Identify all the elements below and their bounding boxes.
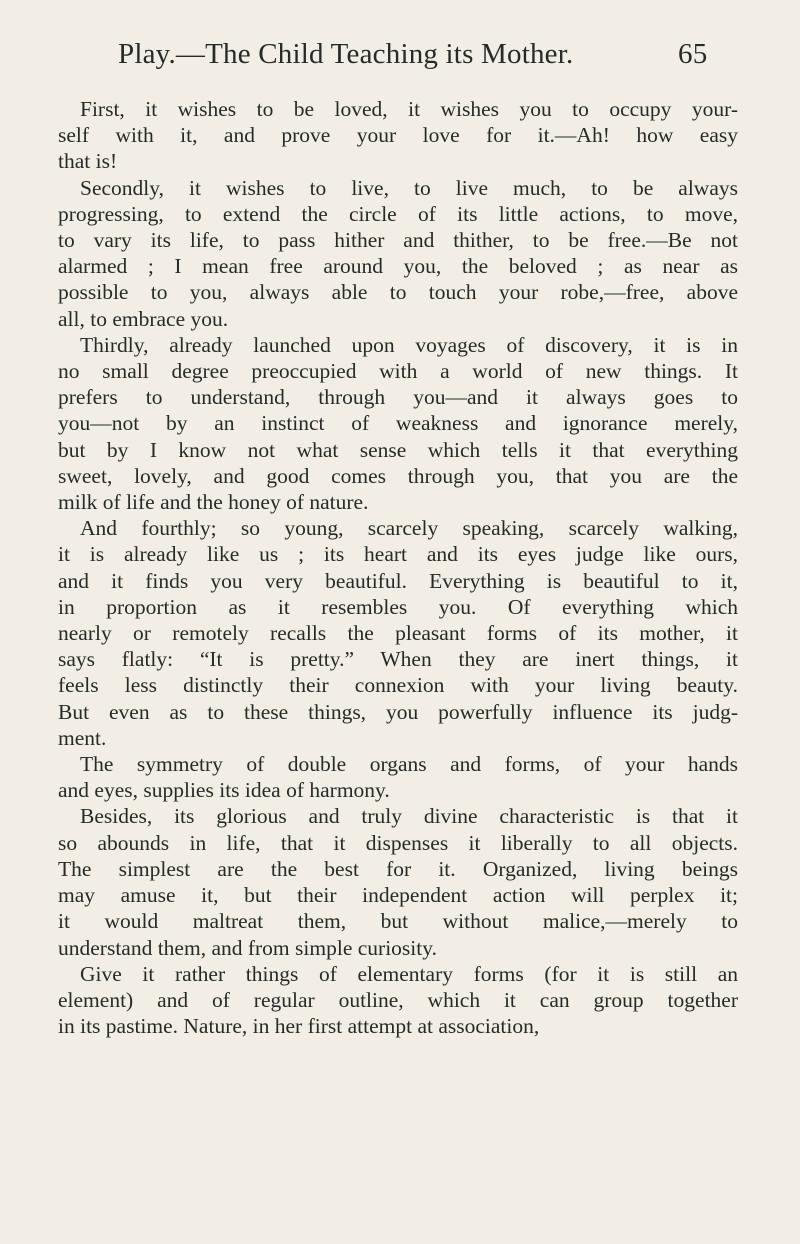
text-line: nearly or remotely recalls the pleasant forms of its mother, it: [58, 621, 738, 646]
paragraph: [58, 175, 738, 332]
paragraph: [58, 332, 738, 515]
text-line: The symmetry of double organs and forms, of your hands: [80, 752, 738, 777]
text-line: to vary its life, to pass hither and thither, to be free.—Be not: [58, 228, 738, 253]
running-head: [118, 38, 718, 78]
text-line: prefers to understand, through you—and it always goes to: [58, 385, 738, 410]
text-line: and it finds you very beautiful. Everything is beautiful to it,: [58, 568, 738, 593]
text-line: Besides, its glorious and truly divine characteristic is that it: [80, 804, 738, 829]
text-line: alarmed ; I mean free around you, the beloved ; as near as: [58, 254, 738, 279]
text-line: The simplest are the best for it. Organized, living beings: [58, 856, 738, 881]
body-text: [58, 96, 738, 1039]
text-line: Secondly, it wishes to live, to live much, to be always: [80, 175, 738, 200]
paragraph: [58, 96, 738, 175]
text-line: in its pastime. Nature, in her first attempt at association,: [58, 1014, 540, 1039]
text-line: in proportion as it resembles you. Of everything which: [58, 594, 738, 619]
text-line: And fourthly; so young, scarcely speaking, scarcely walking,: [80, 516, 738, 541]
text-line: you—not by an instinct of weakness and ignorance merely,: [58, 411, 738, 436]
text-line: self with it, and prove your love for it.—Ah! how easy: [58, 123, 738, 148]
text-line: milk of life and the honey of nature.: [58, 490, 369, 515]
running-head-title: Play.—The Child Teaching its Mother.: [118, 38, 574, 70]
text-line: progressing, to extend the circle of its little actions, to move,: [58, 201, 738, 226]
text-line: so abounds in life, that it dispenses it liberally to all objects.: [58, 830, 738, 855]
text-line: element) and of regular outline, which it can group together: [58, 987, 738, 1012]
paragraph: [58, 961, 738, 1040]
paragraph: [58, 515, 738, 751]
page-number: 65: [678, 38, 708, 70]
paragraph: [58, 751, 738, 803]
text-line: sweet, lovely, and good comes through you, that you are the: [58, 463, 738, 488]
text-line: all, to embrace you.: [58, 306, 229, 331]
text-line: and eyes, supplies its idea of harmony.: [58, 778, 390, 803]
paragraph: [58, 803, 738, 960]
text-line: it is already like us ; its heart and its eyes judge like ours,: [58, 542, 738, 567]
text-line: But even as to these things, you powerfully influence its judg-: [58, 699, 738, 724]
text-line: says flatly: “It is pretty.” When they are inert things, it: [58, 647, 738, 672]
text-line: it would maltreat them, but without malice,—merely to: [58, 909, 738, 934]
text-line: that is!: [58, 149, 118, 174]
text-line: feels less distinctly their connexion with your living beauty.: [58, 673, 738, 698]
text-line: no small degree preoccupied with a world of new things. It: [58, 359, 738, 384]
text-line: Thirdly, already launched upon voyages of discovery, it is in: [80, 332, 738, 357]
text-line: may amuse it, but their independent action will perplex it;: [58, 883, 738, 908]
text-line: but by I know not what sense which tells it that everything: [58, 437, 738, 462]
text-line: First, it wishes to be loved, it wishes you to occupy your-: [80, 97, 738, 121]
text-line: understand them, and from simple curiosity.: [58, 935, 437, 960]
text-line: ment.: [58, 725, 107, 750]
text-line: possible to you, always able to touch your robe,—free, above: [58, 280, 738, 305]
text-line: Give it rather things of elementary forms (for it is still an: [80, 961, 738, 986]
